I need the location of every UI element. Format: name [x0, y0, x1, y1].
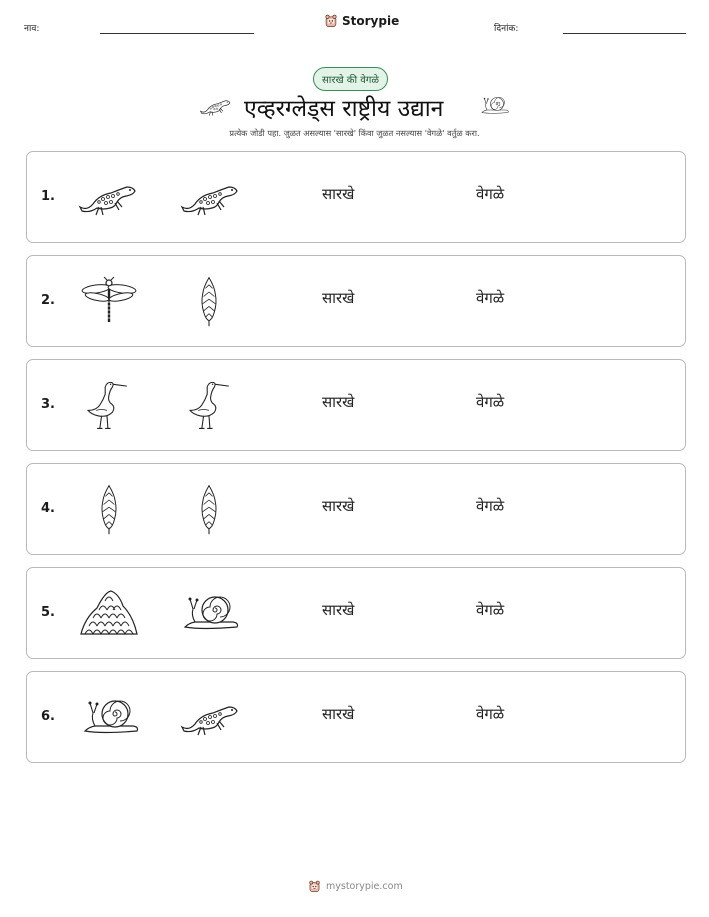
- question-number: 2.: [41, 293, 55, 308]
- question-number: 4.: [41, 501, 55, 516]
- brand-logo: [324, 14, 399, 28]
- question-number: 3.: [41, 397, 55, 412]
- instructions: प्रत्येक जोडी पहा. जुळत असल्यास 'सारखे' किंवा जुळत नसल्यास 'वेगळे' वर्तुळ करा.: [229, 128, 480, 138]
- snail-icon: [480, 95, 510, 116]
- same-option[interactable]: सारखे: [322, 185, 355, 203]
- shell-pile-icon: [79, 586, 139, 640]
- different-option[interactable]: वेगळे: [476, 289, 505, 307]
- name-line[interactable]: [100, 33, 254, 34]
- question-row: [26, 463, 686, 555]
- worksheet-type-badge: सारखे की वेगळे: [313, 67, 388, 91]
- snail-icon: [81, 690, 141, 744]
- same-option[interactable]: सारखे: [322, 289, 355, 307]
- lizard-icon: [199, 95, 231, 117]
- storypie-mascot-icon: [308, 880, 321, 893]
- different-option[interactable]: वेगळे: [476, 705, 505, 723]
- name-label: नाव:: [24, 24, 40, 34]
- question-number: 6.: [41, 709, 55, 724]
- fern-icon: [179, 274, 239, 328]
- fern-icon: [79, 482, 139, 536]
- question-row: [26, 255, 686, 347]
- date-label: दिनांक:: [494, 24, 519, 34]
- different-option[interactable]: वेगळे: [476, 601, 505, 619]
- lizard-icon: [179, 170, 239, 224]
- fern-icon: [179, 482, 239, 536]
- question-number: 5.: [41, 605, 55, 620]
- different-option[interactable]: वेगळे: [476, 393, 505, 411]
- date-line[interactable]: [563, 33, 686, 34]
- brand-name: Storypie: [342, 14, 400, 28]
- question-row: [26, 359, 686, 451]
- heron-icon: [77, 378, 137, 432]
- footer-site[interactable]: mystorypie.com: [326, 881, 403, 892]
- lizard-icon: [179, 690, 239, 744]
- question-row: [26, 567, 686, 659]
- footer: [308, 880, 403, 893]
- heron-icon: [179, 378, 239, 432]
- lizard-icon: [77, 170, 137, 224]
- snail-icon: [181, 586, 241, 640]
- question-row: [26, 671, 686, 763]
- storypie-mascot-icon: [324, 14, 338, 28]
- same-option[interactable]: सारखे: [322, 393, 355, 411]
- question-row: [26, 151, 686, 243]
- dragonfly-icon: [79, 274, 139, 328]
- same-option[interactable]: सारखे: [322, 497, 355, 515]
- question-number: 1.: [41, 189, 55, 204]
- same-option[interactable]: सारखे: [322, 705, 355, 723]
- same-option[interactable]: सारखे: [322, 601, 355, 619]
- page-title: एव्हरग्लेड्स राष्ट्रीय उद्यान: [244, 96, 444, 122]
- different-option[interactable]: वेगळे: [476, 497, 505, 515]
- different-option[interactable]: वेगळे: [476, 185, 505, 203]
